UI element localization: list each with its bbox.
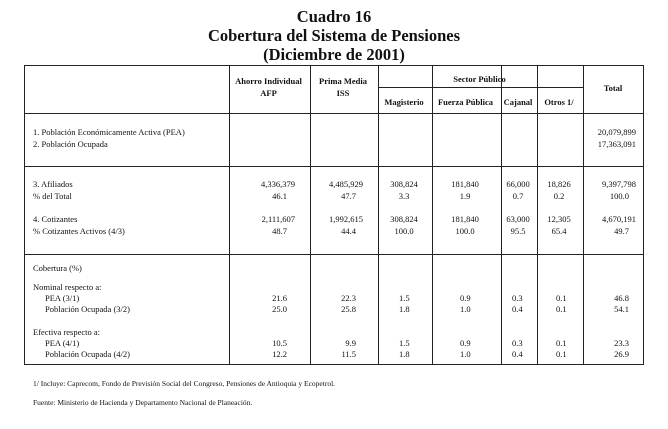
cell-otros: 0.2: [553, 191, 565, 201]
cell-cajanal: 63,000: [506, 214, 530, 224]
cell-cajanal: 0.7: [512, 191, 524, 201]
subsection-heading: Nominal respecto a:: [33, 282, 102, 292]
row-label: 2. Población Ocupada: [33, 139, 108, 149]
cell-afp: 4,336,379: [261, 179, 295, 189]
cell-magisterio: 1.8: [399, 304, 410, 314]
cell-total: 20,079,899: [597, 127, 636, 137]
cell-total: 23.3: [614, 338, 629, 348]
row-label: PEA (4/1): [45, 338, 80, 348]
cell-iss: 11.5: [341, 349, 356, 359]
cell-cajanal: 0.3: [512, 293, 523, 303]
cell-total: 26.9: [614, 349, 629, 359]
divider: [25, 254, 643, 255]
cell-afp: 25.0: [272, 304, 287, 314]
cell-magisterio: 1.8: [399, 349, 410, 359]
header-iss-line1: Prima Media: [319, 76, 367, 86]
cell-otros: 18,826: [547, 179, 571, 189]
cell-afp: 21.6: [272, 293, 287, 303]
cell-afp: 10.5: [272, 338, 287, 348]
row-label: 3. Afiliados: [33, 179, 73, 189]
table-subtitle: (Diciembre de 2001): [263, 45, 405, 64]
cell-iss: 1,992,615: [329, 214, 363, 224]
header-sector-publico: Sector Público: [453, 74, 506, 84]
row-label: Población Ocupada (3/2): [45, 304, 130, 314]
cell-iss: 22.3: [341, 293, 356, 303]
header-magisterio: Magisterio: [384, 97, 424, 107]
header-fuerza-publica: Fuerza Pública: [437, 97, 493, 107]
cell-magisterio: 3.3: [398, 191, 410, 201]
cell-total: 4,670,191: [602, 214, 636, 224]
cell-magisterio: 308,824: [390, 179, 418, 189]
cell-total: 9,397,798: [602, 179, 636, 189]
table-title: Cobertura del Sistema de Pensiones: [207, 26, 461, 45]
cell-total: 49.7: [614, 226, 629, 236]
cell-total: 46.8: [614, 293, 629, 303]
row-label: PEA (3/1): [45, 293, 80, 303]
divider: [229, 66, 230, 364]
cell-total: 100.0: [609, 191, 629, 201]
cell-cajanal: 0.3: [512, 338, 523, 348]
divider: [378, 87, 583, 88]
cell-magisterio: 1.5: [399, 338, 410, 348]
row-label: 1. Población Económicamente Activa (PEA): [33, 127, 185, 137]
cell-fuerza-publica: 1.0: [460, 304, 471, 314]
header-afp-line1: Ahorro Individual: [235, 76, 302, 86]
footnote: 1/ Incluye: Caprecom, Fondo de Previsión Social del Congreso, Pensiones de Antioquia y Ecopetrol.: [33, 379, 336, 388]
header-otros: Otros 1/: [544, 97, 574, 107]
divider: [310, 66, 311, 364]
source-note: Fuente: Ministerio de Hacienda y Departamento Nacional de Planeación.: [33, 398, 253, 407]
header-total: Total: [603, 83, 623, 93]
cell-cajanal: 0.4: [512, 349, 523, 359]
cell-fuerza-publica: 1.0: [460, 349, 471, 359]
divider: [25, 113, 643, 114]
cell-iss: 47.7: [341, 191, 356, 201]
cell-cajanal: 95.5: [510, 226, 526, 236]
row-label: 4. Cotizantes: [33, 214, 78, 224]
row-label: % Cotizantes Activos (4/3): [33, 226, 125, 236]
table-title-number: Cuadro 16: [296, 7, 372, 26]
subsection-heading: Efectiva respecto a:: [33, 327, 101, 337]
header-cajanal: Cajanal: [503, 97, 533, 107]
cell-otros: 0.1: [556, 304, 567, 314]
cell-total: 54.1: [614, 304, 629, 314]
cell-iss: 44.4: [341, 226, 356, 236]
cell-fuerza-publica: 0.9: [460, 338, 471, 348]
row-label: Población Ocupada (4/2): [45, 349, 130, 359]
cell-magisterio: 308,824: [390, 214, 418, 224]
section-heading: Cobertura (%): [33, 263, 82, 273]
row-label: % del Total: [33, 191, 72, 201]
cell-iss: 25.8: [341, 304, 356, 314]
cell-otros: 0.1: [556, 293, 567, 303]
divider: [432, 66, 433, 364]
cell-iss: 4,485,929: [329, 179, 363, 189]
cell-magisterio: 1.5: [399, 293, 410, 303]
cell-cajanal: 0.4: [512, 304, 523, 314]
cell-otros: 0.1: [556, 338, 567, 348]
cell-fuerza-publica: 181,840: [451, 214, 479, 224]
cell-fuerza-publica: 181,840: [451, 179, 479, 189]
cell-cajanal: 66,000: [506, 179, 530, 189]
header-iss-line2: ISS: [336, 88, 350, 98]
cell-afp: 12.2: [272, 349, 287, 359]
cell-afp: 2,111,607: [261, 214, 295, 224]
cell-otros: 0.1: [556, 349, 567, 359]
cell-magisterio: 100.0: [394, 226, 414, 236]
header-afp-line2: AFP: [260, 88, 277, 98]
cell-fuerza-publica: 100.0: [455, 226, 475, 236]
cell-afp: 46.1: [272, 191, 287, 201]
cell-otros: 65.4: [551, 226, 567, 236]
cell-fuerza-publica: 1.9: [459, 191, 471, 201]
cell-iss: 9.9: [345, 338, 356, 348]
cell-otros: 12,305: [547, 214, 571, 224]
cell-fuerza-publica: 0.9: [460, 293, 471, 303]
cell-afp: 48.7: [272, 226, 287, 236]
divider: [25, 166, 643, 167]
cell-total: 17,363,091: [597, 139, 636, 149]
